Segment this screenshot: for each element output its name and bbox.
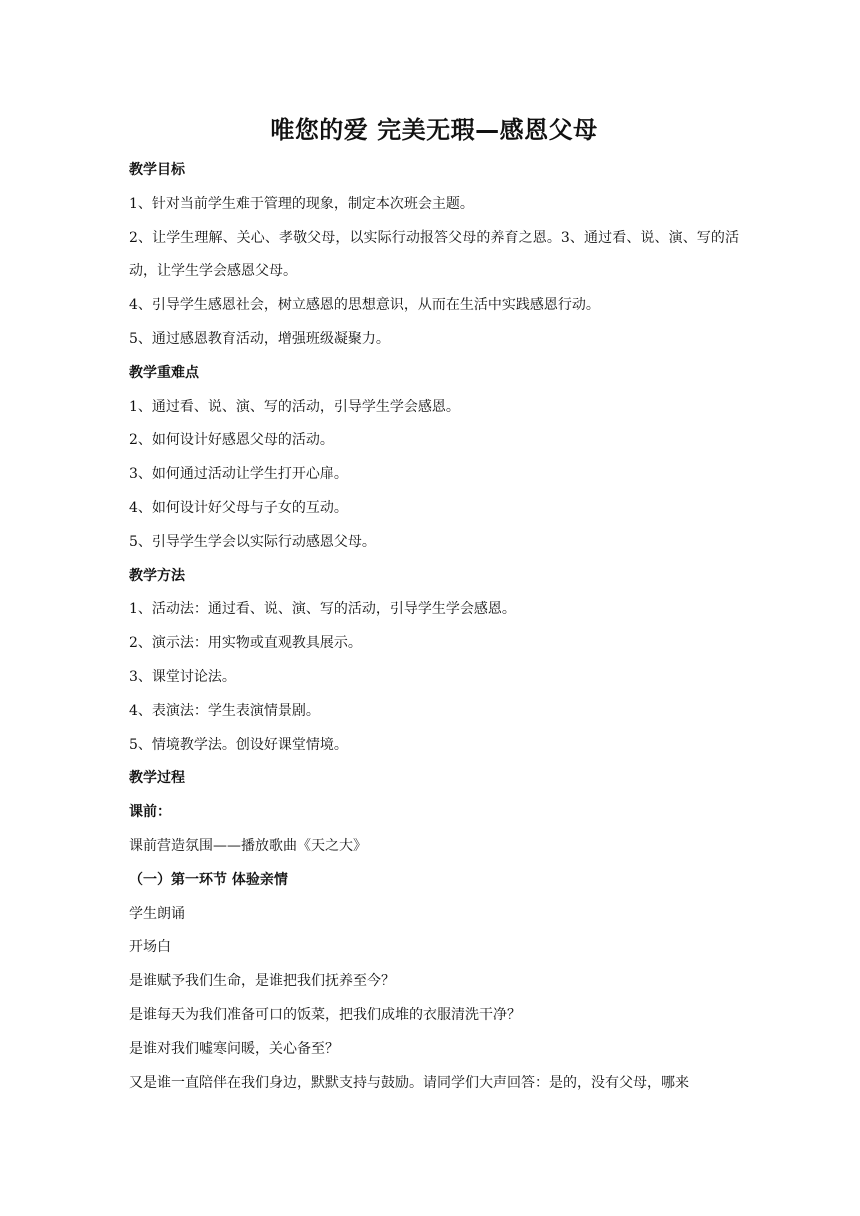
objective-item-1: 1、针对当前学生难于管理的现象，制定本次班会主题。 <box>129 195 474 212</box>
key-point-item-4: 4、如何设计好父母与子女的互动。 <box>129 499 348 516</box>
process-line-4: 是谁每天为我们准备可口的饭菜，把我们成堆的衣服清洗干净？ <box>129 1006 521 1023</box>
process-line-5: 是谁对我们嘘寒问暖，关心备至？ <box>129 1040 339 1057</box>
section-heading-process: 教学过程 <box>129 770 185 787</box>
key-point-item-3: 3、如何通过活动让学生打开心扉。 <box>129 466 348 483</box>
pre-class-heading: 课前： <box>129 804 171 821</box>
objective-item-4: 4、引导学生感恩社会，树立感恩的思想意识，从而在生活中实践感恩行动。 <box>129 297 600 314</box>
method-item-5: 5、情境教学法。创设好课堂情境。 <box>129 736 348 753</box>
key-point-item-1: 1、通过看、说、演、写的活动，引导学生学会感恩。 <box>129 398 460 415</box>
objective-item-5: 5、通过感恩教育活动，增强班级凝聚力。 <box>129 330 390 347</box>
method-item-4: 4、表演法：学生表演情景剧。 <box>129 702 320 719</box>
pre-class-text: 课前营造氛围——播放歌曲《天之大》 <box>129 837 367 854</box>
process-line-3: 是谁赋予我们生命，是谁把我们抚养至今？ <box>129 973 395 990</box>
method-item-3: 3、课堂讨论法。 <box>129 668 236 685</box>
section-heading-objectives: 教学目标 <box>129 162 185 178</box>
method-item-1: 1、活动法：通过看、说、演、写的活动，引导学生学会感恩。 <box>129 601 516 618</box>
section-heading-key-points: 教学重难点 <box>129 364 199 381</box>
objective-item-2: 2、让学生理解、关心、孝敬父母，以实际行动报答父母的养育之恩。3、通过看、说、演、写的活动，让学生学会感恩父母。 <box>129 229 739 280</box>
document-title: 唯您的爱 完美无瑕—感恩父母 <box>270 116 598 144</box>
process-line-2: 开场白 <box>129 939 171 956</box>
process-line-6: 又是谁一直陪伴在我们身边，默默支持与鼓励。请同学们大声回答：是的，没有父母，哪来 <box>129 1074 689 1091</box>
key-point-item-2: 2、如何设计好感恩父母的活动。 <box>129 432 334 449</box>
method-item-2: 2、演示法：用实物或直观教具展示。 <box>129 635 362 652</box>
section-heading-methods: 教学方法 <box>129 567 185 584</box>
stage1-heading: （一）第一环节 体验亲情 <box>129 871 288 888</box>
process-line-1: 学生朗诵 <box>129 905 185 922</box>
key-point-item-5: 5、引导学生学会以实际行动感恩父母。 <box>129 533 376 550</box>
document-content <box>129 110 739 1100</box>
